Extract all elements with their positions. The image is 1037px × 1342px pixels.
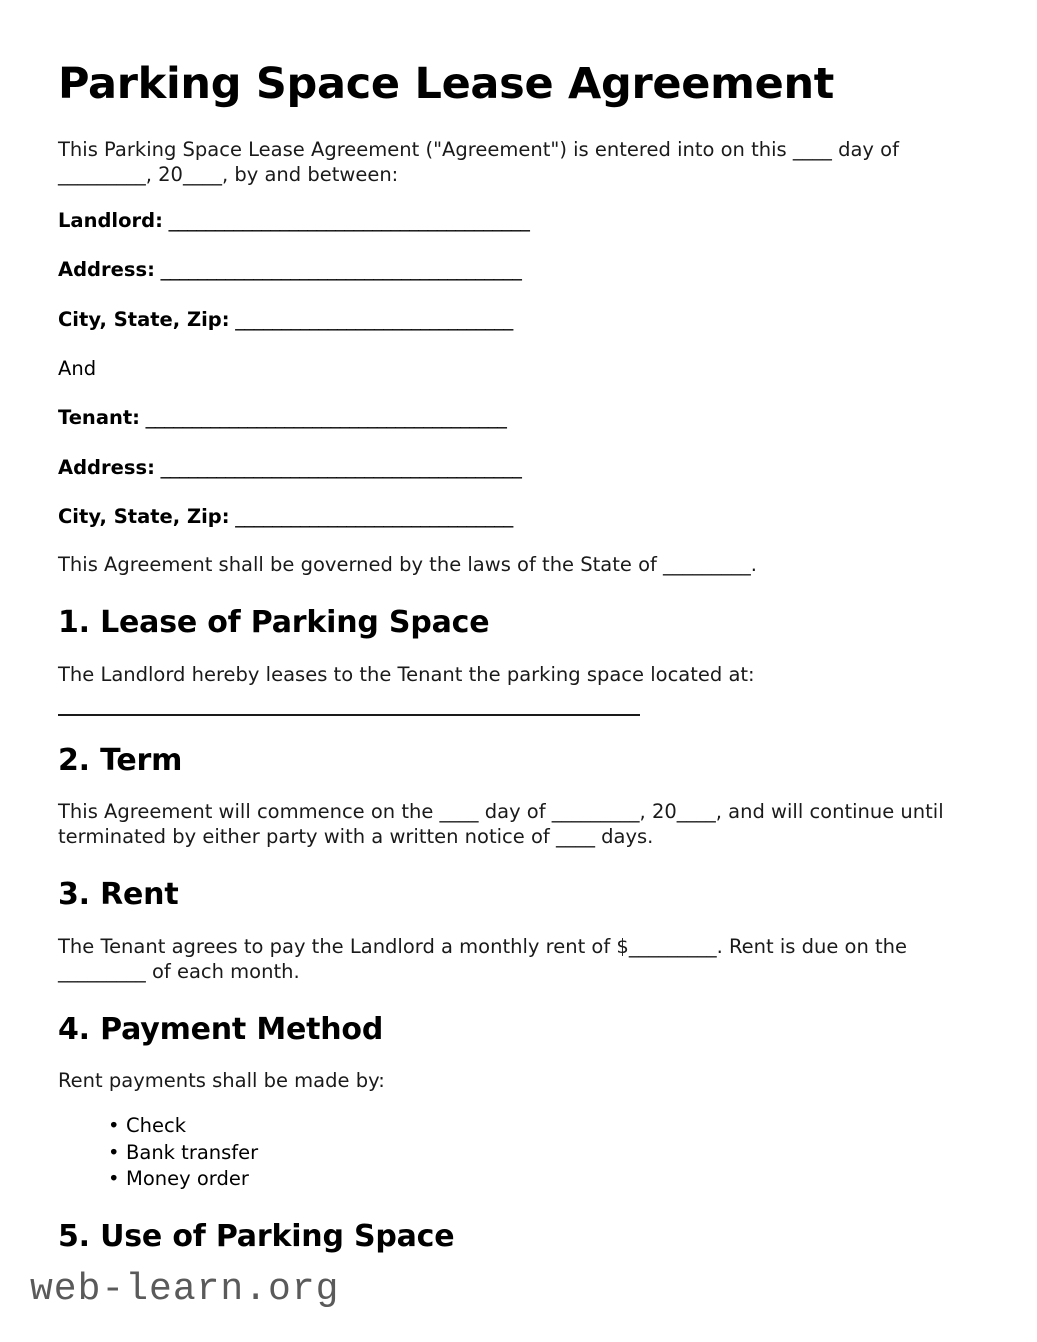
payment-method-list bbox=[58, 1114, 953, 1192]
parking-space-location-blank-line[interactable] bbox=[58, 714, 640, 716]
field-landlord-city-state-zip bbox=[58, 307, 953, 332]
list-item: • Check bbox=[108, 1114, 953, 1139]
section-body-2: This Agreement will commence on the ____ day of _________, 20____, and will continue until terminated by either party with a written notice of ____ days. bbox=[58, 800, 944, 849]
field-landlord-address bbox=[58, 257, 953, 282]
section-body-3: The Tenant agrees to pay the Landlord a monthly rent of $_________. Rent is due on the _________ of each month. bbox=[58, 934, 908, 983]
list-item: • Bank transfer bbox=[108, 1141, 953, 1166]
field-blank-tenant-address[interactable]: _______________________________________ bbox=[154, 455, 522, 479]
field-blank-tenant[interactable]: _______________________________________ bbox=[139, 406, 507, 430]
section-heading-5: 5. Use of Parking Space bbox=[58, 1218, 455, 1254]
section-heading-1: 1. Lease of Parking Space bbox=[58, 605, 490, 641]
section-heading-2: 2. Term bbox=[58, 742, 183, 778]
field-tenant-address bbox=[58, 455, 953, 480]
governing-law-paragraph: This Agreement shall be governed by the laws of the State of _________. bbox=[58, 553, 758, 577]
and-connector: And bbox=[58, 357, 97, 381]
field-tenant-city-state-zip bbox=[58, 504, 953, 529]
field-landlord-name bbox=[58, 208, 953, 233]
field-label-tenant-city-state-zip: City, State, Zip: bbox=[58, 505, 230, 529]
section-heading-3: 3. Rent bbox=[58, 877, 179, 913]
field-label-landlord-city-state-zip: City, State, Zip: bbox=[58, 307, 230, 331]
section-body-4: Rent payments shall be made by: bbox=[58, 1069, 385, 1093]
field-label-tenant: Tenant: bbox=[58, 406, 140, 430]
field-blank-tenant-city-state-zip[interactable]: ______________________________ bbox=[229, 505, 513, 529]
site-watermark: web-learn.org bbox=[30, 1268, 340, 1311]
field-blank-landlord-address[interactable]: _______________________________________ bbox=[154, 258, 522, 282]
field-blank-landlord[interactable]: _______________________________________ bbox=[162, 209, 530, 233]
field-label-landlord-address: Address: bbox=[58, 258, 155, 282]
list-item: • Money order bbox=[108, 1167, 953, 1192]
intro-paragraph: This Parking Space Lease Agreement ("Agreement") is entered into on this ____ day of _________, 20____, by and between: bbox=[58, 138, 899, 187]
field-tenant-name bbox=[58, 405, 953, 430]
field-label-landlord: Landlord: bbox=[58, 209, 163, 233]
field-blank-landlord-city-state-zip[interactable]: ______________________________ bbox=[229, 307, 513, 331]
section-body-1: The Landlord hereby leases to the Tenant the parking space located at: bbox=[58, 662, 755, 686]
page-title: Parking Space Lease Agreement bbox=[58, 59, 835, 109]
document-content bbox=[58, 60, 953, 1276]
field-label-tenant-address: Address: bbox=[58, 455, 155, 479]
section-heading-4: 4. Payment Method bbox=[58, 1011, 384, 1047]
